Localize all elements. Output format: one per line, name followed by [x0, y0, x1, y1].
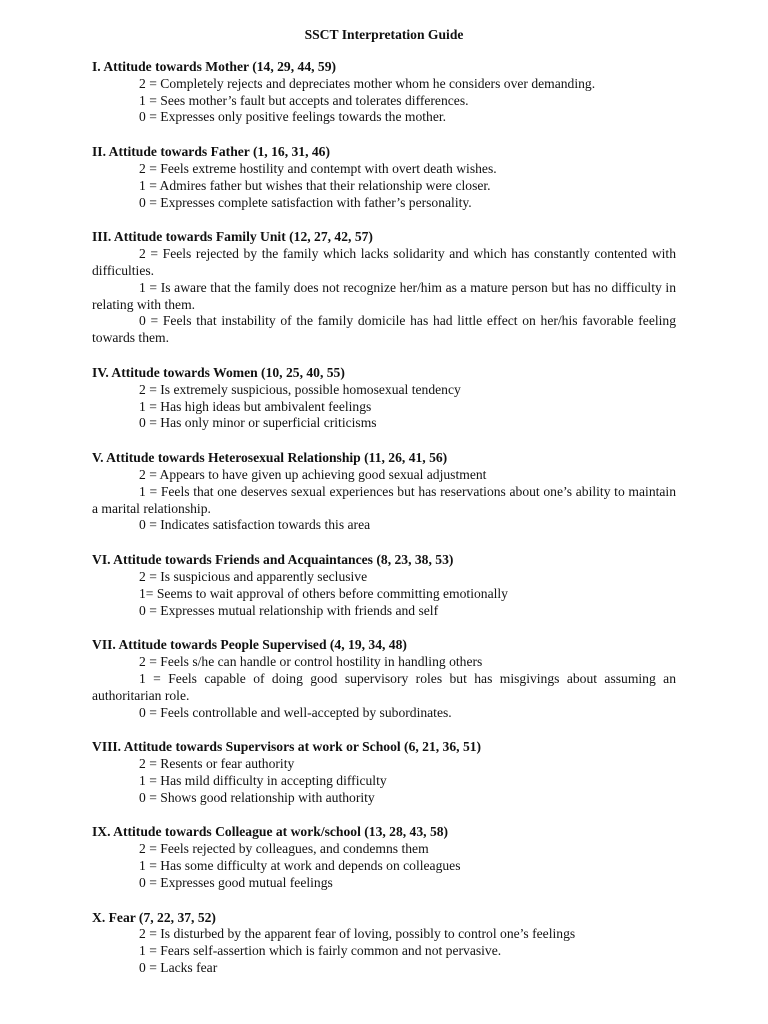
section-attitude-family-unit	[92, 229, 676, 347]
score-item: 0 = Has only minor or superficial criticisms	[139, 415, 377, 431]
section-heading: VII. Attitude towards People Supervised (4, 19, 34, 48)	[92, 637, 407, 653]
section-attitude-people-supervised	[92, 637, 676, 721]
score-item: 1 = Feels that one deserves sexual experiences but has reservations about one’s ability to maintain a marital relationship.	[92, 483, 676, 516]
section-attitude-supervisors	[92, 739, 676, 806]
score-item: 1 = Has mild difficulty in accepting difficulty	[139, 772, 387, 788]
score-item: 0 = Expresses complete satisfaction with father’s personality.	[139, 194, 472, 210]
score-item: 2 = Is suspicious and apparently seclusive	[139, 568, 368, 584]
score-item: 0 = Feels that instability of the family domicile has had little effect on her/his favorable feeling towards them.	[92, 313, 676, 346]
score-item: 1 = Has some difficulty at work and depends on colleagues	[139, 858, 461, 874]
section-heading: VIII. Attitude towards Supervisors at work or School (6, 21, 36, 51)	[92, 739, 482, 755]
score-item: 0 = Indicates satisfaction towards this area	[139, 517, 371, 533]
page-title: SSCT Interpretation Guide	[304, 27, 464, 42]
score-item: 0 = Expresses good mutual feelings	[139, 874, 333, 890]
section-heading: II. Attitude towards Father (1, 16, 31, 46)	[92, 144, 331, 160]
section-heading: III. Attitude towards Family Unit (12, 27, 42, 57)	[92, 229, 373, 245]
section-attitude-women	[92, 365, 676, 432]
score-item: 1 = Admires father but wishes that their relationship were closer.	[139, 177, 491, 193]
section-attitude-mother	[92, 59, 676, 126]
score-item: 2 = Feels s/he can handle or control hostility in handling others	[139, 654, 483, 670]
score-item: 1 = Is aware that the family does not recognize her/him as a mature person but has no difficulty in relating with them.	[92, 279, 676, 312]
section-fear	[92, 910, 676, 977]
score-item: 0 = Shows good relationship with authority	[139, 789, 375, 805]
score-item: 0 = Expresses only positive feelings towards the mother.	[139, 109, 447, 125]
score-item: 2 = Resents or fear authority	[139, 756, 295, 772]
section-attitude-friends	[92, 552, 676, 619]
section-heading: IV. Attitude towards Women (10, 25, 40, 55)	[92, 364, 345, 380]
sections-container	[92, 59, 676, 995]
section-attitude-heterosexual-relationship	[92, 450, 676, 534]
score-item: 0 = Expresses mutual relationship with friends and self	[139, 602, 439, 618]
score-item: 1 = Feels capable of doing good supervisory roles but has misgivings about assuming an authoritarian role.	[92, 670, 676, 703]
score-item: 1 = Fears self-assertion which is fairly common and not pervasive.	[139, 943, 502, 959]
score-item: 0 = Feels controllable and well-accepted by subordinates.	[139, 704, 452, 720]
score-item: 2 = Feels extreme hostility and contempt with overt death wishes.	[139, 160, 497, 176]
score-item: 1 = Has high ideas but ambivalent feelings	[139, 398, 372, 414]
score-item: 2 = Feels rejected by colleagues, and condemns them	[139, 841, 429, 857]
section-heading: X. Fear (7, 22, 37, 52)	[92, 909, 216, 925]
score-item: 2 = Is disturbed by the apparent fear of loving, possibly to control one’s feelings	[139, 926, 576, 942]
score-item: 2 = Appears to have given up achieving good sexual adjustment	[139, 466, 487, 482]
section-heading: IX. Attitude towards Colleague at work/school (13, 28, 43, 58)	[92, 824, 449, 840]
section-attitude-colleague	[92, 824, 676, 891]
score-item: 2 = Is extremely suspicious, possible homosexual tendency	[139, 381, 461, 397]
section-heading: I. Attitude towards Mother (14, 29, 44, 59)	[92, 59, 337, 74]
section-heading: V. Attitude towards Heterosexual Relationship (11, 26, 41, 56)	[92, 450, 448, 466]
score-item: 2 = Completely rejects and depreciates mother whom he considers over demanding.	[139, 75, 596, 91]
section-attitude-father	[92, 144, 676, 211]
score-item: 1= Seems to wait approval of others before committing emotionally	[139, 585, 508, 601]
score-item: 1 = Sees mother’s fault but accepts and tolerates differences.	[139, 92, 469, 108]
score-item: 0 = Lacks fear	[139, 960, 218, 976]
section-heading: VI. Attitude towards Friends and Acquaintances (8, 23, 38, 53)	[92, 552, 454, 568]
score-item: 2 = Feels rejected by the family which lacks solidarity and which has constantly contented with difficulties.	[92, 246, 676, 278]
